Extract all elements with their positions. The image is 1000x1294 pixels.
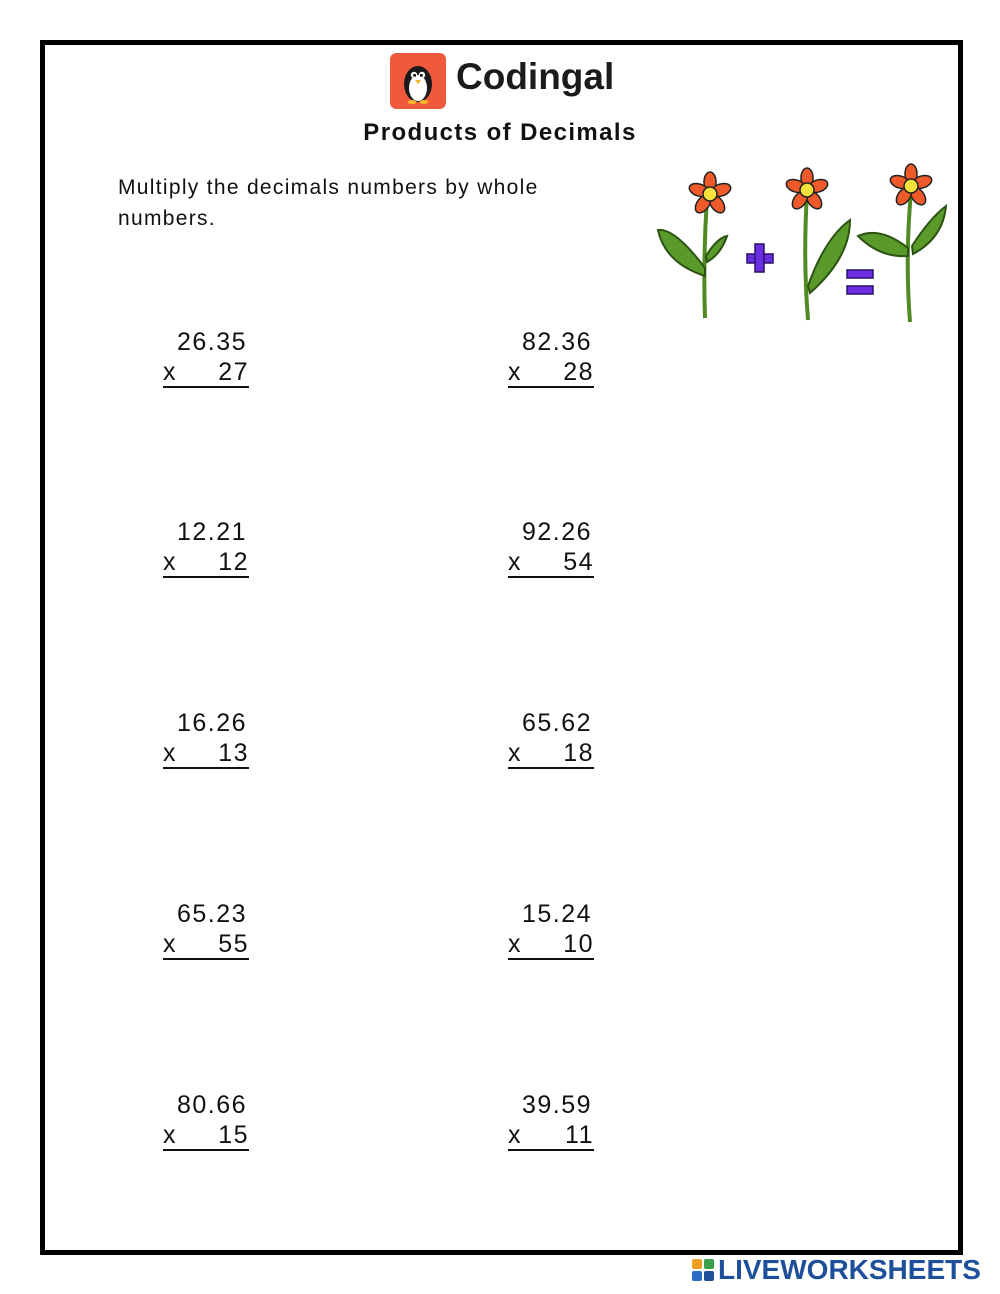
multiplier-row — [508, 548, 594, 578]
multiplier-row — [163, 358, 249, 388]
multiplier-row — [508, 358, 594, 388]
flower-icon — [858, 164, 946, 322]
penguin-logo-icon — [390, 53, 446, 109]
multiplier: 27 — [218, 358, 249, 386]
multiplicand: 82.36 — [521, 328, 592, 356]
problem-6 — [508, 707, 594, 769]
multiplicand: 39.59 — [521, 1091, 592, 1119]
multiplier-row — [508, 739, 594, 769]
multiplier-row — [163, 1121, 249, 1151]
times-sign: x — [163, 548, 177, 576]
flower-addition-illustration — [655, 158, 950, 328]
multiplier: 15 — [218, 1121, 249, 1149]
times-sign: x — [163, 1121, 177, 1149]
times-sign: x — [508, 1121, 522, 1149]
multiplier: 28 — [563, 358, 594, 386]
times-sign: x — [163, 739, 177, 767]
problem-10 — [508, 1089, 594, 1151]
flower-icon — [785, 168, 850, 320]
multiplier-row — [508, 1121, 594, 1151]
multiplier-row — [163, 930, 249, 960]
multiplier: 55 — [218, 930, 249, 958]
problem-4 — [508, 516, 594, 578]
multiplicand: 26.35 — [176, 328, 247, 356]
problem-2 — [508, 326, 594, 388]
watermark-text: LIVEWORKSHEETS — [718, 1254, 981, 1285]
multiplier: 13 — [218, 739, 249, 767]
multiplier-row — [508, 930, 594, 960]
liveworksheets-logo-icon — [692, 1259, 714, 1281]
problem-8 — [508, 898, 594, 960]
multiplier: 11 — [565, 1121, 594, 1149]
problem-5 — [163, 707, 249, 769]
multiplier: 10 — [563, 930, 594, 958]
multiplier-row — [163, 739, 249, 769]
instructions: Multiply the decimals numbers by whole numbers. — [118, 176, 539, 230]
multiplicand: 65.62 — [521, 709, 592, 737]
plus-icon — [747, 244, 773, 272]
page-title: Products of Decimals — [363, 119, 637, 146]
multiplicand: 92.26 — [521, 518, 592, 546]
multiplicand: 16.26 — [176, 709, 247, 737]
multiplicand: 65.23 — [176, 900, 247, 928]
times-sign: x — [163, 930, 177, 958]
multiplicand: 80.66 — [176, 1091, 247, 1119]
times-sign: x — [508, 739, 522, 767]
flower-icon — [658, 172, 732, 318]
times-sign: x — [508, 358, 522, 386]
multiplier: 12 — [218, 548, 249, 576]
multiplier-row — [163, 548, 249, 578]
multiplicand: 12.21 — [176, 518, 247, 546]
liveworksheets-watermark[interactable] — [692, 1255, 981, 1285]
multiplicand: 15.24 — [521, 900, 592, 928]
equals-icon — [847, 270, 873, 294]
problem-3 — [163, 516, 249, 578]
problem-9 — [163, 1089, 249, 1151]
times-sign: x — [508, 548, 522, 576]
multiplier: 54 — [563, 548, 594, 576]
brand-name: Codingal — [456, 56, 615, 97]
times-sign: x — [508, 930, 522, 958]
problem-7 — [163, 898, 249, 960]
problem-1 — [163, 326, 249, 388]
multiplier: 18 — [563, 739, 594, 767]
times-sign: x — [163, 358, 177, 386]
